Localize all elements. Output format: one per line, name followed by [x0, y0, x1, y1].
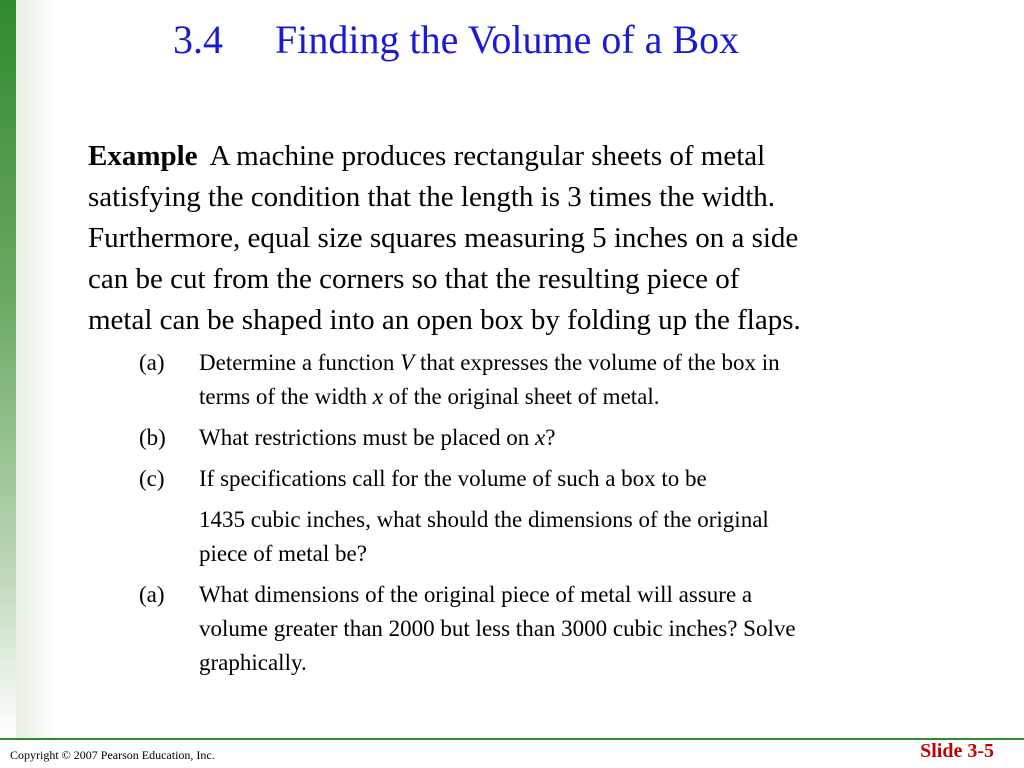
example-lead: Example: [88, 140, 198, 172]
item-label: (a): [139, 582, 165, 607]
item-text: If specifications call for the volume of such a box to be: [199, 466, 707, 491]
example-line: Furthermore, equal size squares measuring 5 inches on a side: [88, 222, 799, 254]
footer-divider: [0, 738, 1024, 740]
slide-number: Slide 3-5: [920, 740, 994, 762]
title-text: Finding the Volume of a Box: [275, 17, 740, 62]
item-label: (a): [139, 350, 165, 375]
question-item-b: [139, 421, 959, 455]
item-text: What dimensions of the original piece of metal will assure a volume greater than 2000 but less than 3000 cubic inches? Solve graphically.: [199, 582, 796, 675]
item-text: Determine a function V that expresses the volume of the box in terms of the width x of the original sheet of metal.: [199, 350, 780, 409]
variable-x: x: [372, 384, 383, 409]
left-accent-band: [0, 0, 16, 738]
question-item-c: [139, 462, 959, 571]
question-item-d: [139, 578, 959, 680]
section-number: 3.4: [173, 17, 223, 62]
left-accent-fade: [16, 0, 56, 738]
item-label: (b): [139, 425, 166, 450]
variable-v: V: [400, 350, 415, 375]
question-list: [139, 346, 959, 687]
question-item-a: [139, 346, 959, 414]
slide-title: [173, 16, 739, 64]
item-text-continued: 1435 cubic inches, what should the dimensions of the original piece of metal be?: [199, 507, 769, 566]
example-body: [88, 136, 948, 341]
item-text: What restrictions must be placed on x?: [199, 425, 556, 450]
copyright-notice: Copyright © 2007 Pearson Education, Inc.: [10, 748, 215, 762]
example-line: can be cut from the corners so that the resulting piece of: [88, 263, 740, 295]
item-label: (c): [139, 466, 165, 491]
example-line: satisfying the condition that the length is 3 times the width.: [88, 181, 776, 213]
variable-x: x: [534, 425, 546, 450]
example-line: metal can be shaped into an open box by folding up the flaps.: [88, 304, 801, 336]
example-line: Example A machine produces rectangular sheets of metal: [88, 140, 766, 172]
